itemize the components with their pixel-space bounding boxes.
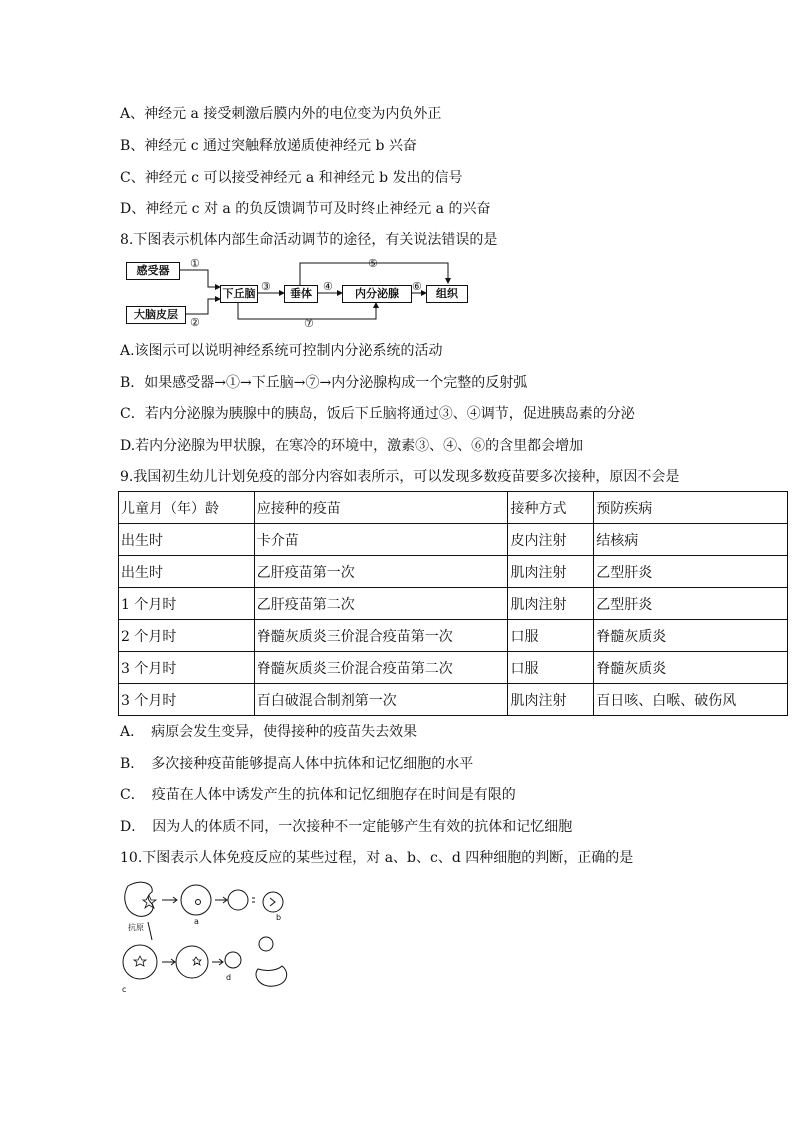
cell-c2-body	[176, 946, 208, 978]
secretion-dots	[252, 898, 255, 902]
cell-method: 皮内注射	[508, 524, 594, 556]
figure-label-c: c	[122, 985, 127, 994]
label-1: ①	[190, 257, 200, 270]
cell-method: 口服	[508, 652, 594, 684]
cell-d-body	[225, 952, 241, 968]
arrow-2	[186, 299, 220, 314]
q8-option-b: B．如果感受器→①→下丘脑→⑦→内分泌腺构成一个完整的反射弧	[120, 375, 528, 391]
header-method: 接种方式	[508, 492, 594, 524]
box-pituitary: 垂体	[284, 285, 318, 303]
box-tissue: 组织	[426, 285, 468, 303]
label-5: ⑤	[368, 257, 378, 270]
label-6: ⑥	[412, 280, 422, 293]
cell-age: 出生时	[119, 556, 255, 588]
label-7: ⑦	[304, 317, 314, 330]
cell-b2-body	[263, 892, 283, 912]
cell-b1-body	[228, 890, 248, 910]
header-age: 儿童月（年）龄	[119, 492, 255, 524]
table-header-row	[119, 492, 788, 524]
immune-response-figure	[118, 874, 298, 994]
cell-vaccine: 脊髓灰质炎三价混合疫苗第二次	[254, 652, 508, 684]
arrow-antigen-to-c	[148, 922, 152, 940]
cell-disease: 乙型肝炎	[594, 556, 788, 588]
figure-label-a: a	[194, 917, 199, 926]
box-receptor: 感受器	[126, 262, 180, 280]
cell-c-antigen	[134, 956, 146, 966]
q8-option-a: A.该图示可以说明神经系统可控制内分泌系统的活动	[120, 343, 443, 359]
table-row	[119, 652, 788, 684]
figure-label-antigen: 抗原	[128, 923, 144, 932]
q7-option-d: D、神经元 c 对 a 的负反馈调节可及时终止神经元 a 的兴奋	[120, 201, 491, 217]
cell-vaccine: 乙肝疫苗第一次	[254, 556, 508, 588]
label-2: ②	[190, 316, 200, 329]
label-3: ③	[261, 280, 271, 293]
immune-cells-drawing	[118, 874, 298, 994]
figure-label-b: b	[276, 913, 282, 922]
cell-vaccine: 乙肝疫苗第二次	[254, 588, 508, 620]
cell-method: 肌肉注射	[508, 684, 594, 716]
q7-option-b: B、神经元 c 通过突触释放递质使神经元 b 兴奋	[120, 138, 417, 154]
table-row	[119, 684, 788, 716]
box-endocrine-gland: 内分泌腺	[342, 285, 412, 303]
box-hypothalamus: 下丘脑	[220, 285, 258, 303]
macrophage-shape	[125, 882, 153, 916]
cell-age: 1 个月时	[119, 588, 255, 620]
box-cerebral-cortex: 大脑皮层	[126, 306, 186, 324]
arrow-1	[180, 270, 220, 287]
cell-a-nucleus	[196, 900, 201, 905]
cell-method: 肌肉注射	[508, 588, 594, 620]
q8-option-c: C．若内分泌腺为胰腺中的胰岛，饭后下丘脑将通过③、④调节，促进胰岛素的分泌	[120, 406, 635, 422]
cell-b2-mark	[270, 898, 275, 906]
cell-disease: 脊髓灰质炎	[594, 652, 788, 684]
cell-disease: 乙型肝炎	[594, 588, 788, 620]
cell-disease: 结核病	[594, 524, 788, 556]
table-row	[119, 524, 788, 556]
q7-option-a: A、神经元 a 接受刺激后膜内外的电位变为内负外正	[120, 106, 442, 122]
header-disease: 预防疾病	[594, 492, 788, 524]
q10-stem: 10.下图表示人体免疫反应的某些过程，对 a、b、c、d 四种细胞的判断，正确的是	[120, 850, 634, 866]
cell-c-body	[123, 945, 157, 979]
cell-method: 口服	[508, 620, 594, 652]
label-4: ④	[323, 280, 333, 293]
figure-label-d: d	[226, 973, 232, 982]
target-cell-lysis	[256, 966, 287, 986]
cell-d2-body	[259, 937, 273, 951]
table-row	[119, 588, 788, 620]
q8-stem: 8.下图表示机体内部生命活动调节的途径，有关说法错误的是	[120, 232, 498, 248]
cell-vaccine: 卡介苗	[254, 524, 508, 556]
cell-method: 肌肉注射	[508, 556, 594, 588]
table-row	[119, 620, 788, 652]
cell-age: 3 个月时	[119, 684, 255, 716]
cell-disease: 脊髓灰质炎	[594, 620, 788, 652]
regulation-diagram	[120, 257, 480, 332]
q7-option-c: C、神经元 c 可以接受神经元 a 和神经元 b 发出的信号	[120, 170, 463, 186]
cell-age: 2 个月时	[119, 620, 255, 652]
q9-stem: 9.我国初生幼儿计划免疫的部分内容如表所示，可以发现多数疫苗要多次接种，原因不会是	[120, 469, 680, 485]
cell-vaccine: 脊髓灰质炎三价混合疫苗第一次	[254, 620, 508, 652]
header-vaccine: 应接种的疫苗	[254, 492, 508, 524]
table-row	[119, 556, 788, 588]
cell-vaccine: 百白破混合制剂第一次	[254, 684, 508, 716]
cell-c2-mark	[193, 957, 201, 965]
q8-option-d: D.若内分泌腺为甲状腺，在寒冷的环境中，激素③、④、⑥的含里都会增加	[120, 438, 584, 454]
cell-disease: 百日咳、白喉、破伤风	[594, 684, 788, 716]
q9-option-b: B． 多次接种疫苗能够提高人体中抗体和记忆细胞的水平	[120, 756, 474, 772]
vaccination-table	[118, 491, 788, 716]
cell-age: 出生时	[119, 524, 255, 556]
q9-option-d: D． 因为人的体质不同，一次接种不一定能够产生有效的抗体和记忆细胞	[120, 819, 573, 835]
q9-option-a: A． 病原会发生变异，使得接种的疫苗失去效果	[120, 724, 418, 740]
q9-option-c: C． 疫苗在人体中诱发产生的抗体和记忆细胞存在时间是有限的	[120, 787, 516, 803]
cell-age: 3 个月时	[119, 652, 255, 684]
